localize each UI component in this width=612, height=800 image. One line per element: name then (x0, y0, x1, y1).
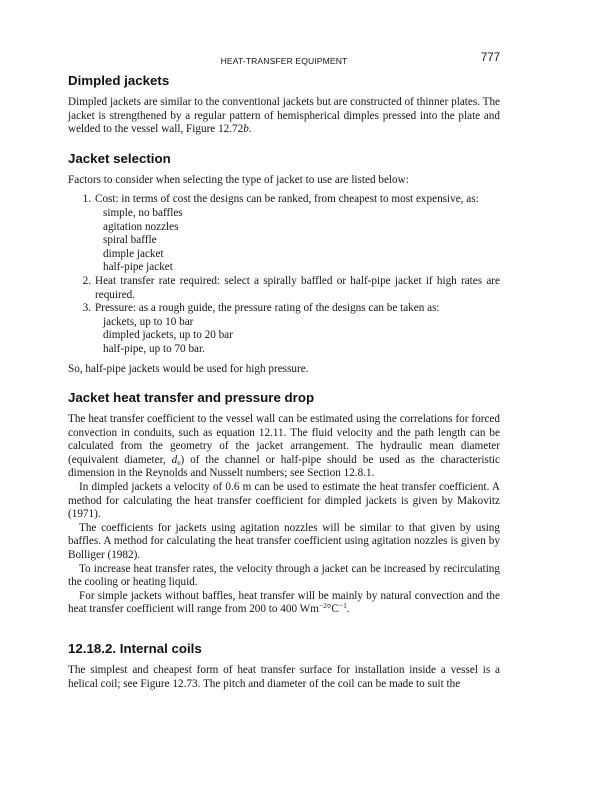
paragraph-internal-coils: The simplest and cheapest form of heat transfer surface for installation inside a vessel is a helical coil; see Figure 12.73. The pitch and diameter of the coil can be made to suit the (68, 664, 500, 690)
paragraph-heat-transfer-5 (68, 590, 500, 617)
paragraph-text: For simple jackets without baffles, heat transfer will be mainly by natural convection and the heat transfer coefficient will range from 200 to 400 Wm (68, 589, 500, 616)
unit-text: °C (326, 603, 339, 616)
running-header (68, 52, 500, 66)
paragraph-end: . (346, 603, 350, 616)
paragraph-heat-transfer-1 (68, 413, 500, 481)
list-subitem: agitation nozzles (103, 220, 179, 233)
paragraph-text: The heat transfer coefficient to the vessel wall can be estimated using the correlations for forced convection in conduits, such as equation 12.11. The fluid velocity and the path length can be calculated from the geometry of the jacket arrangement. The hydraulic mean diameter (equivalent diameter, (68, 413, 500, 466)
list-subitem: jackets, up to 10 bar (103, 315, 194, 328)
selection-list (68, 193, 500, 356)
list-item-number: 3. (82, 302, 91, 315)
running-header-title: HEAT-TRANSFER EQUIPMENT (220, 56, 348, 66)
variable-subscript: e (177, 457, 181, 467)
paragraph-end: . (248, 123, 252, 136)
paragraph-heat-transfer-3: The coefficients for jackets using agitation nozzles will be similar to that given by using baffles. A method for calculating the heat transfer coefficient using agitation nozzles is given by Bolliger (1982). (68, 521, 500, 562)
page (68, 52, 500, 691)
paragraph-dimpled-jackets (68, 96, 500, 137)
list-subitem: half-pipe jacket (103, 261, 173, 274)
list-item (68, 193, 500, 275)
list-subitem: half-pipe, up to 70 bar. (103, 342, 205, 355)
list-item-body (95, 302, 500, 356)
list-item (68, 275, 500, 302)
paragraph-text: Dimpled jackets are similar to the conventional jackets but are constructed of thinner plates. The jacket is strengthened by a regular pattern of hemispherical dimples pressed into the plate and welded to the vessel wall, Figure 12.72 (68, 96, 500, 136)
list-item-text: Pressure: as a rough guide, the pressure rating of the designs can be taken as: (95, 302, 440, 315)
list-item-body (95, 275, 500, 302)
heading-dimpled-jackets: Dimpled jackets (68, 73, 170, 88)
list-subitem: dimpled jackets, up to 20 bar (103, 329, 233, 342)
unit-exponent: −1 (338, 601, 347, 611)
paragraph-text: ) of the channel or half-pipe should be used as the characteristic dimension in the Reynolds and Nusselt numbers; see Section 12.8.1. (68, 453, 501, 480)
paragraph-heat-transfer-2: In dimpled jackets a velocity of 0.6 m can be used to estimate the heat transfer coefficient. A method for calculating the heat transfer coefficient for dimpled jackets is given by Makovitz (1971). (68, 481, 500, 521)
list-item-text: Cost: in terms of cost the designs can be ranked, from cheapest to most expensive, as: (95, 193, 479, 206)
list-subitem: spiral baffle (103, 234, 157, 247)
list-subitem: dimple jacket (103, 247, 164, 260)
list-item-text: Heat transfer rate required: select a spirally baffled or half-pipe jacket if high rates are required. (95, 274, 500, 301)
heading-jacket-heat-transfer: Jacket heat transfer and pressure drop (68, 390, 315, 406)
list-item-body (95, 193, 500, 275)
page-number: 777 (480, 52, 500, 64)
heading-internal-coils: 12.18.2. Internal coils (68, 641, 202, 656)
list-subitem: simple, no baffles (103, 206, 183, 219)
list-item-number: 1. (82, 193, 91, 206)
paragraph-heat-transfer-4: To increase heat transfer rates, the velocity through a jacket can be increased by recirculating the cooling or heating liquid. (68, 562, 500, 589)
paragraph-selection-conclusion: So, half-pipe jackets would be used for high pressure. (68, 362, 309, 375)
paragraph-selection-intro: Factors to consider when selecting the type of jacket to use are listed below: (68, 173, 409, 186)
unit-exponent: −2 (318, 601, 327, 611)
list-item-number: 2. (82, 274, 91, 287)
figure-suffix: b (243, 123, 249, 136)
list-item (68, 302, 500, 356)
variable-d: d (171, 453, 178, 466)
heading-jacket-selection: Jacket selection (68, 150, 171, 166)
